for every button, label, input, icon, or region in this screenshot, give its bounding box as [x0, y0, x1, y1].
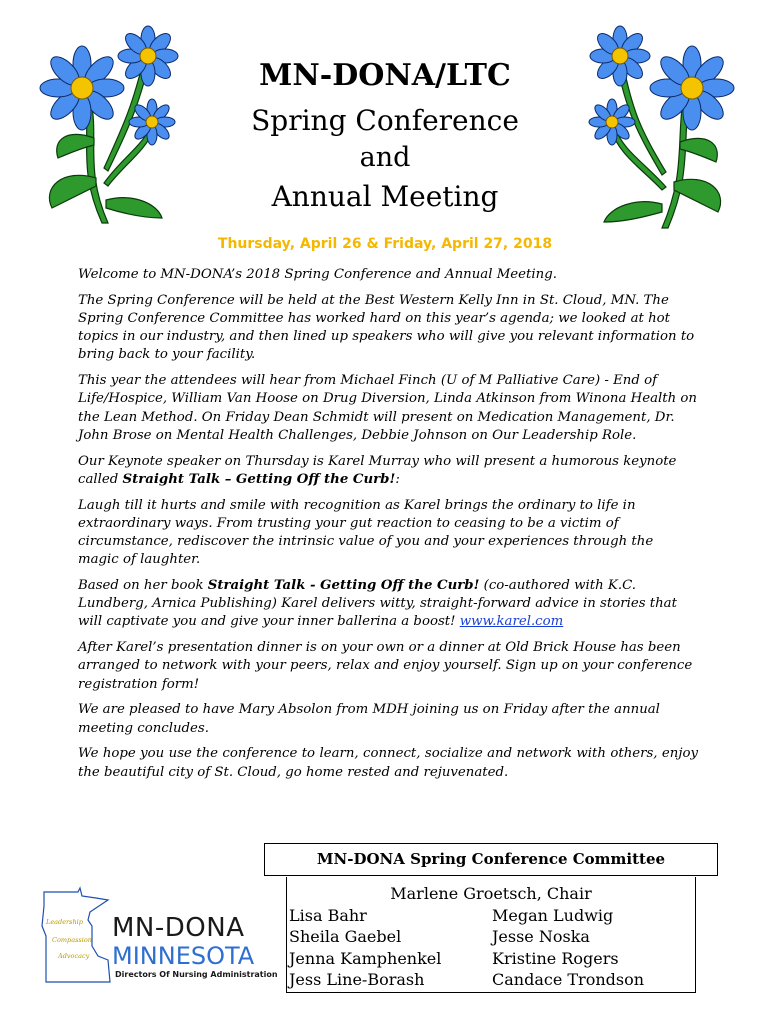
book-text: Based on her book: [78, 578, 208, 594]
committee-member: Sheila Gaebel: [289, 927, 402, 946]
svg-text:MINNESOTA: MINNESOTA: [112, 942, 255, 970]
flower-illustration-left: [22, 18, 192, 230]
committee-box: [286, 877, 696, 993]
keynote-title: Straight Talk – Getting Off the Curb!: [122, 471, 396, 487]
book-title: Straight Talk - Getting Off the Curb!: [207, 578, 480, 594]
committee-member: Lisa Bahr: [289, 905, 367, 925]
svg-text:Advocacy: Advocacy: [58, 952, 90, 960]
paragraph-speakers: This year the attendees will hear from Michael Finch (U of M Palliative Care) - End of Life/Hospice, William Van Hoose on Drug Diversion, Linda Atkinson from Winona Health on the Lean Method. On Friday Dean Schmidt will present on Medication Management, Dr. John Brose on Mental Health Challenges, Debbie Johnson on Our Leadership Role.: [78, 373, 697, 443]
committee-members: [287, 905, 695, 991]
minnesota-state-outline: [42, 888, 110, 982]
committee-heading: MN-DONA Spring Conference Committee: [264, 843, 718, 876]
flower-illustration-right: [582, 22, 744, 234]
committee-chair: Marlene Groetsch, Chair: [390, 884, 592, 903]
svg-text:Leadership: Leadership: [46, 918, 83, 926]
book-text-rest: (co-authored with K.C. Lundberg, Arnica Publishing) Karel delivers witty, straight-forward advice in stories that will captivate you and give your inner ballerina a boost!: [78, 578, 677, 630]
committee-member: Jenna Kamphenkel: [289, 948, 442, 968]
paragraph-mdh: We are pleased to have Mary Absolon from MDH joining us on Friday after the annual meeting concludes.: [78, 702, 660, 736]
keynote-text-end: :: [395, 471, 400, 487]
title-line-3: and: [359, 142, 411, 173]
committee-member: Candace Trondson: [492, 970, 645, 989]
event-date: Thursday, April 26 & Friday, April 27, 2018: [217, 236, 553, 252]
paragraph-closing: We hope you use the conference to learn, connect, socialize and network with others, enjoy the beautiful city of St. Cloud, go home rested and rejuvenated.: [78, 746, 698, 780]
committee-column-left: [289, 905, 492, 991]
title-line-2: Spring Conference: [251, 104, 519, 137]
paragraph-dinner: After Karel’s presentation dinner is on your own or a dinner at Old Brick House has been arranged to network with your peers, relax and enjoy yourself. Sign up on your conference registration form!: [78, 640, 693, 692]
paragraph-laugh: Laugh till it hurts and smile with recognition as Karel brings the ordinary to life in extraordinary ways. From trusting your gut reaction to ceasing to be a victim of circumstance, rediscover the intrinsic value of you and your experiences through the magic of laughter.: [78, 497, 654, 568]
committee-member: Jess Line-Borash: [289, 970, 425, 989]
paragraph-book: [78, 577, 698, 632]
committee-member: Kristine Rogers: [492, 948, 619, 968]
mn-dona-logo: [38, 886, 278, 986]
karel-website-link[interactable]: www.karel.com: [459, 614, 564, 630]
committee-column-right: [492, 905, 695, 991]
committee-member: Megan Ludwig: [492, 905, 614, 925]
title-line-4: Annual Meeting: [271, 180, 499, 213]
body-text: [78, 266, 698, 789]
paragraph-keynote: [78, 453, 698, 489]
svg-text:Compassion: Compassion: [52, 936, 92, 944]
paragraph-location: The Spring Conference will be held at the Best Western Kelly Inn in St. Cloud, MN. The Spring Conference Committee has worked hard on this year’s agenda; we looked at hot topics in our industry, and then lined up speakers who will give you relevant information to bring back to your facility.: [78, 292, 695, 363]
svg-text:Directors Of Nursing Administr: Directors Of Nursing Administration: [115, 970, 278, 979]
committee-member: Jesse Noska: [492, 927, 590, 946]
svg-text:MN-DONA: MN-DONA: [112, 913, 245, 943]
title-line-1: MN-DONA/LTC: [259, 58, 511, 93]
keynote-text: Our Keynote speaker on Thursday is Karel Murray who will present a humorous keynote called: [78, 453, 677, 487]
paragraph-welcome: Welcome to MN-DONA’s 2018 Spring Conference and Annual Meeting.: [78, 267, 557, 282]
